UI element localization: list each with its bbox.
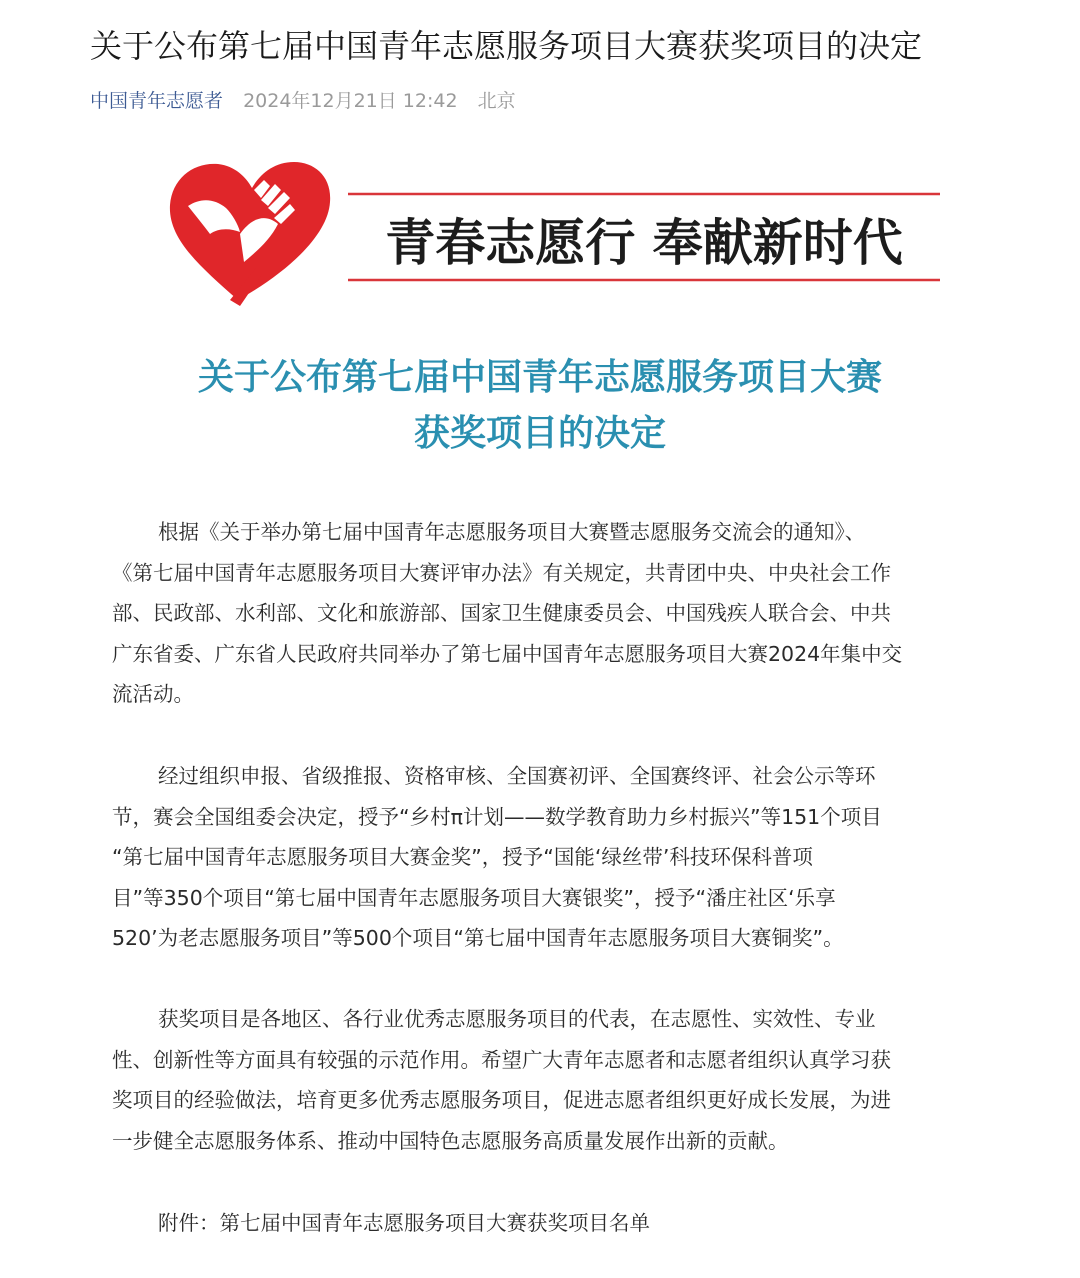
paragraph-line: 流活动。 [112, 682, 194, 707]
article-date: 2024年12月21日 12:42 [243, 90, 458, 112]
paragraph-line: 奖项目的经验做法，培育更多优秀志愿服务项目，促进志愿者组织更好成长发展，为进 [112, 1088, 891, 1113]
paragraph-1 [112, 512, 1002, 715]
paragraph-line: 广东省委、广东省人民政府共同举办了第七届中国青年志愿服务项目大赛2024年集中交 [112, 641, 903, 666]
banner-slogan: 青春志愿行 奉献新时代 [385, 213, 903, 272]
paragraph-line: 520’为老志愿服务项目”等500个项目“第七届中国青年志愿服务项目大赛铜奖”。 [112, 926, 844, 951]
banner-graphic [160, 150, 950, 310]
article-location: 北京 [477, 90, 516, 112]
document-title-line-2: 获奖项目的决定 [413, 412, 666, 454]
paragraph-line: 《第七届中国青年志愿服务项目大赛评审办法》有关规定，共青团中央、中央社会工作 [112, 560, 891, 585]
attachment-link[interactable]: 附件：第七届中国青年志愿服务项目大赛获奖项目名单 [158, 1211, 650, 1235]
paragraph-line: 经过组织申报、省级推报、资格审核、全国赛初评、全国赛终评、社会公示等环 [158, 764, 876, 788]
paragraph-line: 性、创新性等方面具有较强的示范作用。希望广大青年志愿者和志愿者组织认真学习获 [112, 1047, 891, 1072]
article-source-link[interactable]: 中国青年志愿者 [90, 90, 224, 112]
paragraph-line: 目”等350个项目“第七届中国青年志愿服务项目大赛银奖”，授予“潘庄社区‘乐享 [112, 885, 836, 910]
article-meta [90, 86, 516, 116]
paragraph-line: 部、民政部、水利部、文化和旅游部、国家卫生健康委员会、中国残疾人联合会、中共 [112, 601, 891, 626]
paragraph-3 [112, 999, 1002, 1161]
paragraph-line: “第七届中国青年志愿服务项目大赛金奖”，授予“国能‘绿丝带’科技环保科普项 [112, 845, 813, 870]
heart-dove-hand-logo [170, 162, 330, 306]
paragraph-line: 节，赛会全国组委会决定，授予“乡村π计划——数学教育助力乡村振兴”等151个项目 [112, 804, 882, 829]
paragraph-line: 获奖项目是各地区、各行业优秀志愿服务项目的代表，在志愿性、实效性、专业 [158, 1007, 876, 1031]
paragraph-2 [112, 756, 1002, 959]
article-headline: 关于公布第七届中国青年志愿服务项目大赛获奖项目的决定 [90, 27, 923, 65]
paragraph-line: 根据《关于举办第七届中国青年志愿服务项目大赛暨志愿服务交流会的通知》、 [158, 520, 866, 544]
slogan-banner [160, 150, 950, 310]
paragraph-line: 一步健全志愿服务体系、推动中国特色志愿服务高质量发展作出新的贡献。 [112, 1128, 789, 1153]
document-title-line-1: 关于公布第七届中国青年志愿服务项目大赛 [197, 356, 882, 398]
